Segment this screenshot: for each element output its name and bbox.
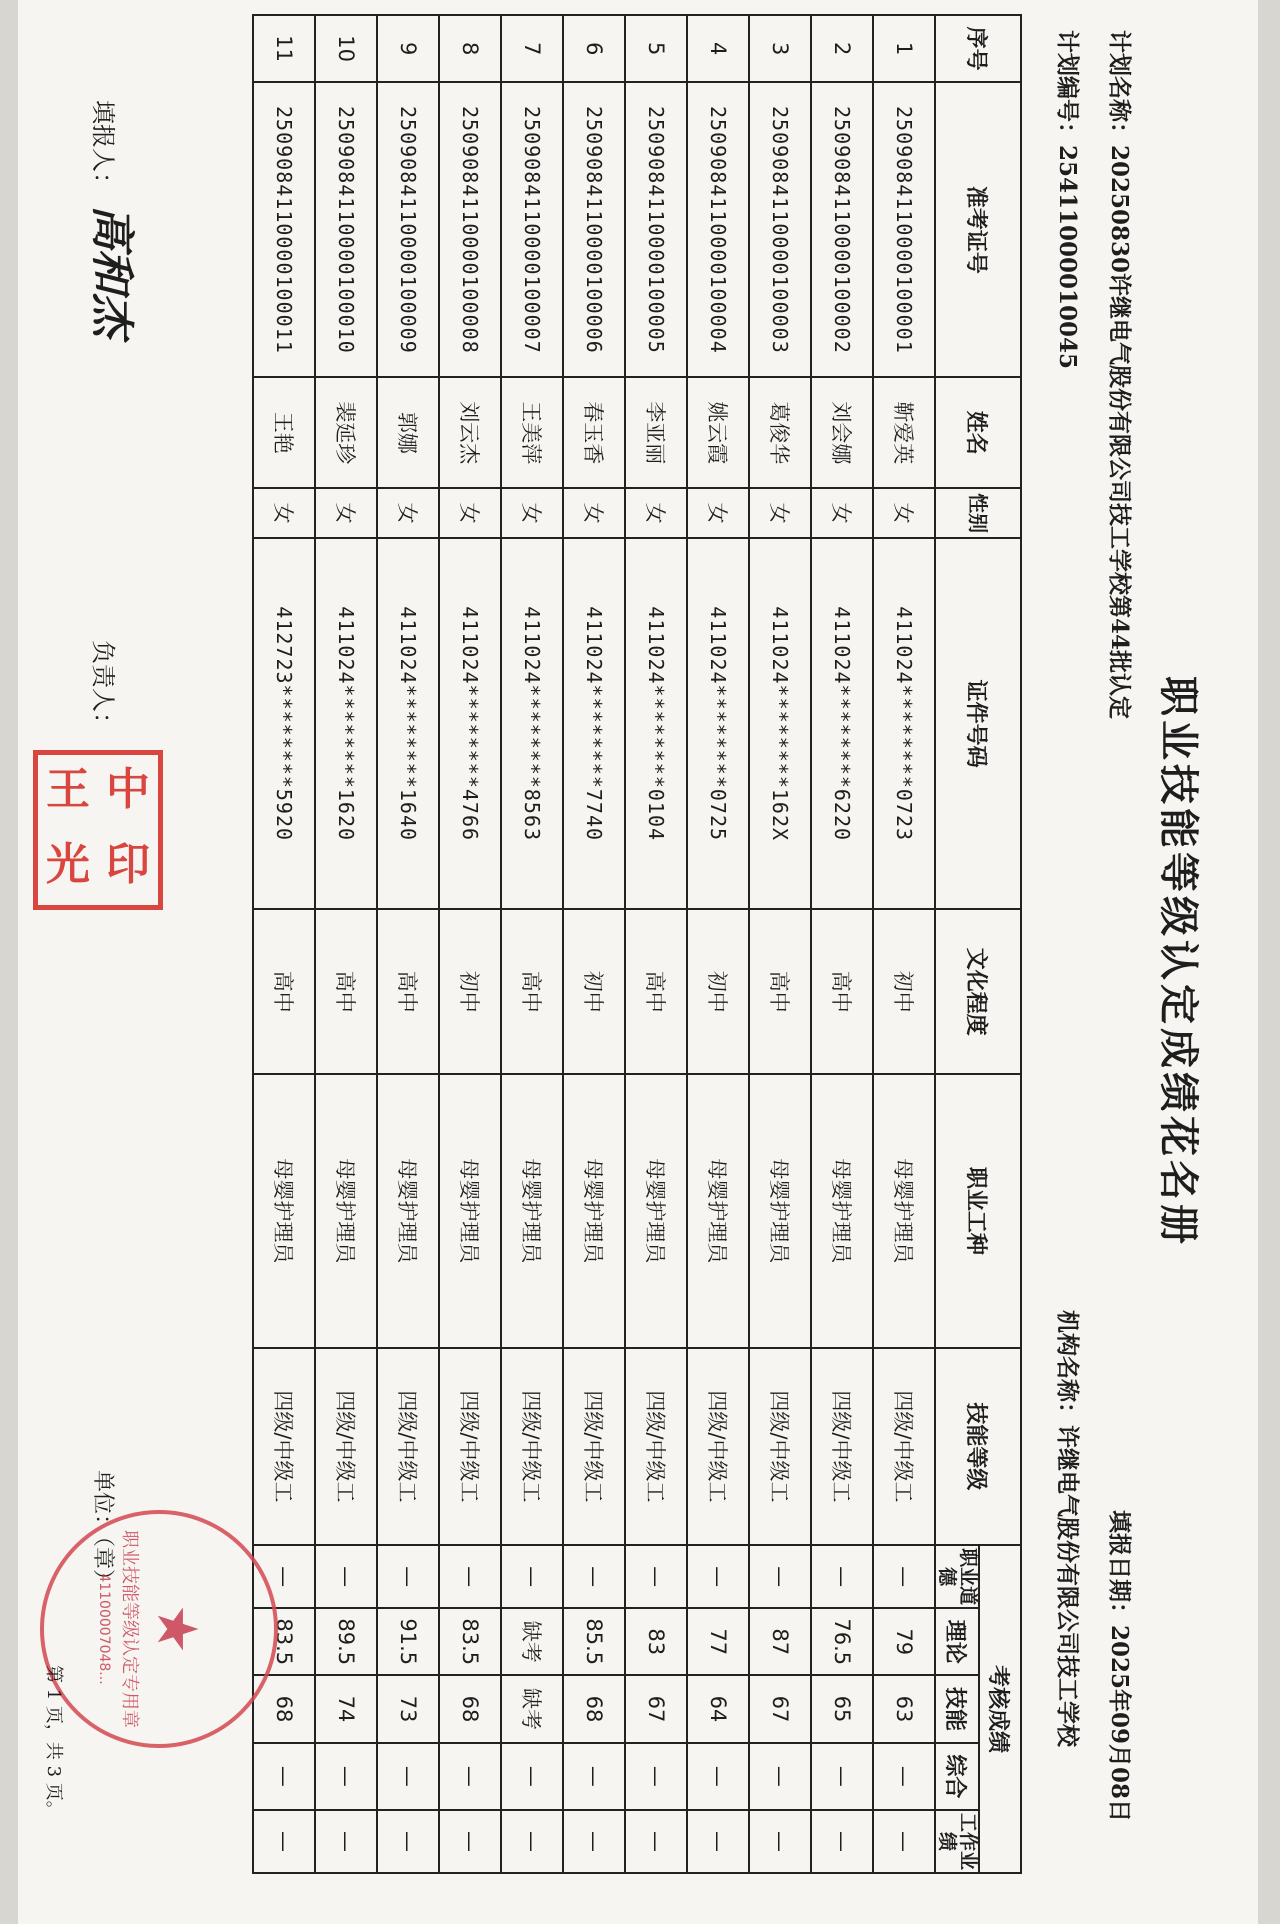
cell-work: — xyxy=(749,1810,811,1873)
cell-overall: — xyxy=(625,1743,687,1810)
cell-work: — xyxy=(315,1810,377,1873)
cell-skill-level: 四级/中级工 xyxy=(253,1348,315,1546)
col-gender: 性别 xyxy=(935,488,1021,538)
col-scores: 考核成绩 xyxy=(979,1545,1021,1873)
col-work: 工作业绩 xyxy=(935,1810,979,1873)
cell-theory: 83.5 xyxy=(439,1608,501,1675)
document-page xyxy=(18,0,1258,1924)
cell-education: 高中 xyxy=(811,909,873,1074)
cell-ethics: — xyxy=(687,1545,749,1608)
cell-gender: 女 xyxy=(625,488,687,538)
cell-name: 李亚丽 xyxy=(625,377,687,488)
cell-id-no: 412723********5920 xyxy=(253,538,315,909)
cell-name: 裴延珍 xyxy=(315,377,377,488)
cell-id-no: 411024********1620 xyxy=(315,538,377,909)
cell-seq: 1 xyxy=(873,15,935,82)
cell-occupation: 母婴护理员 xyxy=(873,1074,935,1347)
col-overall: 综合 xyxy=(935,1743,979,1810)
plan-no-line xyxy=(1053,30,1086,369)
cell-seq: 10 xyxy=(315,15,377,82)
cell-skill: 63 xyxy=(873,1675,935,1742)
cell-exam-no: 2509084110000100007 xyxy=(501,82,563,377)
cell-exam-no: 2509084110000100009 xyxy=(377,82,439,377)
cell-id-no: 411024********7740 xyxy=(563,538,625,909)
unit-suffix: （章） xyxy=(90,1536,115,1592)
cell-id-no: 411024********4766 xyxy=(439,538,501,909)
cell-occupation: 母婴护理员 xyxy=(253,1074,315,1347)
cell-overall: — xyxy=(563,1743,625,1810)
cell-skill-level: 四级/中级工 xyxy=(811,1348,873,1546)
filler-signature: 高和杰 xyxy=(86,205,137,337)
score-roster-table xyxy=(252,14,1022,1874)
table-body xyxy=(253,15,935,1873)
col-id-no: 证件号码 xyxy=(935,538,1021,909)
cell-theory: 83 xyxy=(625,1608,687,1675)
seal-char: 印 xyxy=(106,839,150,890)
fill-date-line xyxy=(1105,1510,1138,1822)
filler-line xyxy=(88,100,123,196)
table-row xyxy=(563,15,625,1873)
table-row xyxy=(811,15,873,1873)
col-exam-no: 准考证号 xyxy=(935,82,1021,377)
col-skill-level: 技能等级 xyxy=(935,1348,1021,1546)
cell-id-no: 411024********0104 xyxy=(625,538,687,909)
cell-exam-no: 2509084110000100005 xyxy=(625,82,687,377)
seal-star-icon: ★ xyxy=(144,1603,209,1655)
cell-education: 高中 xyxy=(315,909,377,1074)
cell-skill-level: 四级/中级工 xyxy=(687,1348,749,1546)
cell-name: 王艳 xyxy=(253,377,315,488)
filler-label: 填报人： xyxy=(89,100,117,196)
cell-skill: 64 xyxy=(687,1675,749,1742)
cell-overall: — xyxy=(377,1743,439,1810)
official-seal xyxy=(40,1510,278,1748)
cell-theory: 77 xyxy=(687,1608,749,1675)
org-line xyxy=(1053,1310,1086,1747)
seal-number: 41100007048... xyxy=(96,1573,112,1685)
cell-education: 初中 xyxy=(439,909,501,1074)
cell-overall: — xyxy=(253,1743,315,1810)
cell-seq: 4 xyxy=(687,15,749,82)
cell-name: 王美萍 xyxy=(501,377,563,488)
cell-overall: — xyxy=(873,1743,935,1810)
cell-skill: 67 xyxy=(625,1675,687,1742)
cell-education: 高中 xyxy=(501,909,563,1074)
cell-work: — xyxy=(811,1810,873,1873)
cell-exam-no: 2509084110000100011 xyxy=(253,82,315,377)
cell-skill-level: 四级/中级工 xyxy=(501,1348,563,1546)
header-row xyxy=(979,15,1021,1873)
table-row xyxy=(625,15,687,1873)
plan-no-value: 25411000010045 xyxy=(1054,145,1081,370)
seal-char: 中 xyxy=(106,764,150,815)
table-row xyxy=(315,15,377,1873)
cell-occupation: 母婴护理员 xyxy=(625,1074,687,1347)
cell-work: — xyxy=(253,1810,315,1873)
cell-ethics: — xyxy=(377,1545,439,1608)
plan-name-value: 20250830许继电气股份有限公司技工学校第44批认定 xyxy=(1106,145,1133,720)
cell-work: — xyxy=(563,1810,625,1873)
col-ethics: 职业道德 xyxy=(935,1545,979,1608)
cell-gender: 女 xyxy=(315,488,377,538)
official-seal-circle xyxy=(40,1510,278,1748)
cell-overall: — xyxy=(811,1743,873,1810)
org-label: 机构名称： xyxy=(1054,1310,1081,1425)
col-theory: 理论 xyxy=(935,1608,979,1675)
cell-education: 高中 xyxy=(749,909,811,1074)
seal-text: 职业技能等级认定专用章 xyxy=(119,1530,140,1728)
cell-name: 刘会娜 xyxy=(811,377,873,488)
cell-ethics: — xyxy=(315,1545,377,1608)
cell-work: — xyxy=(625,1810,687,1873)
cell-occupation: 母婴护理员 xyxy=(377,1074,439,1347)
cell-education: 初中 xyxy=(563,909,625,1074)
fill-date-value: 2025年09月08日 xyxy=(1106,1625,1133,1823)
col-education: 文化程度 xyxy=(935,909,1021,1074)
table-row xyxy=(439,15,501,1873)
cell-gender: 女 xyxy=(253,488,315,538)
cell-occupation: 母婴护理员 xyxy=(315,1074,377,1347)
cell-occupation: 母婴护理员 xyxy=(749,1074,811,1347)
cell-skill-level: 四级/中级工 xyxy=(749,1348,811,1546)
cell-work: — xyxy=(377,1810,439,1873)
cell-occupation: 母婴护理员 xyxy=(811,1074,873,1347)
col-skill: 技能 xyxy=(935,1675,979,1742)
manager-seal-square xyxy=(33,750,163,910)
cell-skill: 68 xyxy=(439,1675,501,1742)
cell-work: — xyxy=(501,1810,563,1873)
table-row xyxy=(749,15,811,1873)
cell-gender: 女 xyxy=(811,488,873,538)
cell-education: 初中 xyxy=(873,909,935,1074)
cell-name: 刘云杰 xyxy=(439,377,501,488)
cell-skill-level: 四级/中级工 xyxy=(563,1348,625,1546)
cell-skill-level: 四级/中级工 xyxy=(315,1348,377,1546)
cell-exam-no: 2509084110000100006 xyxy=(563,82,625,377)
page-info: 第 1 页，共 3 页。 xyxy=(43,1665,64,1819)
org-value: 许继电气股份有限公司技工学校 xyxy=(1054,1425,1081,1747)
cell-overall: — xyxy=(439,1743,501,1810)
cell-occupation: 母婴护理员 xyxy=(501,1074,563,1347)
cell-ethics: — xyxy=(625,1545,687,1608)
table-row xyxy=(873,15,935,1873)
cell-skill-level: 四级/中级工 xyxy=(873,1348,935,1546)
cell-id-no: 411024********6220 xyxy=(811,538,873,909)
seal-char: 王 xyxy=(46,764,90,815)
cell-gender: 女 xyxy=(439,488,501,538)
cell-skill: 缺考 xyxy=(501,1675,563,1742)
fill-date-label: 填报日期： xyxy=(1106,1510,1133,1625)
cell-education: 初中 xyxy=(687,909,749,1074)
cell-id-no: 411024********1640 xyxy=(377,538,439,909)
cell-skill: 68 xyxy=(253,1675,315,1742)
cell-ethics: — xyxy=(873,1545,935,1608)
cell-name: 葛俊华 xyxy=(749,377,811,488)
cell-skill: 65 xyxy=(811,1675,873,1742)
cell-occupation: 母婴护理员 xyxy=(687,1074,749,1347)
cell-occupation: 母婴护理员 xyxy=(439,1074,501,1347)
cell-name: 郭娜 xyxy=(377,377,439,488)
table-row xyxy=(501,15,563,1873)
cell-exam-no: 2509084110000100008 xyxy=(439,82,501,377)
plan-no-label: 计划编号： xyxy=(1054,30,1081,145)
cell-skill-level: 四级/中级工 xyxy=(377,1348,439,1546)
cell-education: 高中 xyxy=(253,909,315,1074)
cell-theory: 91.5 xyxy=(377,1608,439,1675)
unit-label: 单位： xyxy=(90,1470,115,1537)
cell-theory: 76.5 xyxy=(811,1608,873,1675)
table-row xyxy=(377,15,439,1873)
cell-seq: 7 xyxy=(501,15,563,82)
cell-overall: — xyxy=(749,1743,811,1810)
col-seq: 序号 xyxy=(935,15,1021,82)
col-occupation: 职业工种 xyxy=(935,1074,1021,1347)
cell-skill-level: 四级/中级工 xyxy=(439,1348,501,1546)
cell-theory: 89.5 xyxy=(315,1608,377,1675)
document-title: 职业技能等级认定成绩花名册 xyxy=(1155,676,1202,1248)
cell-ethics: — xyxy=(253,1545,315,1608)
cell-skill-level: 四级/中级工 xyxy=(625,1348,687,1546)
cell-ethics: — xyxy=(563,1545,625,1608)
cell-theory: 87 xyxy=(749,1608,811,1675)
col-name: 姓名 xyxy=(935,377,1021,488)
cell-id-no: 411024********8563 xyxy=(501,538,563,909)
cell-skill: 74 xyxy=(315,1675,377,1742)
cell-ethics: — xyxy=(439,1545,501,1608)
cell-name: 姚云霞 xyxy=(687,377,749,488)
cell-theory: 83.5 xyxy=(253,1608,315,1675)
cell-theory: 缺考 xyxy=(501,1608,563,1675)
cell-theory: 79 xyxy=(873,1608,935,1675)
manager-seal xyxy=(18,765,178,895)
cell-ethics: — xyxy=(501,1545,563,1608)
cell-seq: 3 xyxy=(749,15,811,82)
cell-seq: 9 xyxy=(377,15,439,82)
seal-char: 光 xyxy=(46,839,90,890)
cell-skill: 68 xyxy=(563,1675,625,1742)
cell-exam-no: 2509084110000100010 xyxy=(315,82,377,377)
cell-overall: — xyxy=(687,1743,749,1810)
cell-skill: 73 xyxy=(377,1675,439,1742)
cell-gender: 女 xyxy=(687,488,749,538)
cell-seq: 8 xyxy=(439,15,501,82)
cell-gender: 女 xyxy=(501,488,563,538)
cell-gender: 女 xyxy=(377,488,439,538)
plan-name-line xyxy=(1105,30,1138,719)
cell-seq: 2 xyxy=(811,15,873,82)
cell-id-no: 411024********162X xyxy=(749,538,811,909)
cell-ethics: — xyxy=(749,1545,811,1608)
cell-id-no: 411024********0725 xyxy=(687,538,749,909)
cell-overall: — xyxy=(501,1743,563,1810)
cell-work: — xyxy=(687,1810,749,1873)
plan-name-label: 计划名称： xyxy=(1106,30,1133,145)
cell-seq: 6 xyxy=(563,15,625,82)
cell-occupation: 母婴护理员 xyxy=(563,1074,625,1347)
cell-exam-no: 2509084110000100001 xyxy=(873,82,935,377)
cell-exam-no: 2509084110000100002 xyxy=(811,82,873,377)
cell-theory: 85.5 xyxy=(563,1608,625,1675)
cell-work: — xyxy=(873,1810,935,1873)
cell-skill: 67 xyxy=(749,1675,811,1742)
cell-gender: 女 xyxy=(873,488,935,538)
cell-work: — xyxy=(439,1810,501,1873)
cell-education: 高中 xyxy=(377,909,439,1074)
cell-exam-no: 2509084110000100004 xyxy=(687,82,749,377)
rotated-content xyxy=(18,0,1258,1924)
cell-seq: 5 xyxy=(625,15,687,82)
table-row xyxy=(687,15,749,1873)
cell-overall: — xyxy=(315,1743,377,1810)
cell-gender: 女 xyxy=(749,488,811,538)
cell-seq: 11 xyxy=(253,15,315,82)
cell-education: 高中 xyxy=(625,909,687,1074)
cell-id-no: 411024********0723 xyxy=(873,538,935,909)
manager-label: 负责人： xyxy=(89,640,117,736)
cell-ethics: — xyxy=(811,1545,873,1608)
cell-name: 春玉香 xyxy=(563,377,625,488)
cell-gender: 女 xyxy=(563,488,625,538)
cell-name: 靳爱英 xyxy=(873,377,935,488)
cell-exam-no: 2509084110000100003 xyxy=(749,82,811,377)
